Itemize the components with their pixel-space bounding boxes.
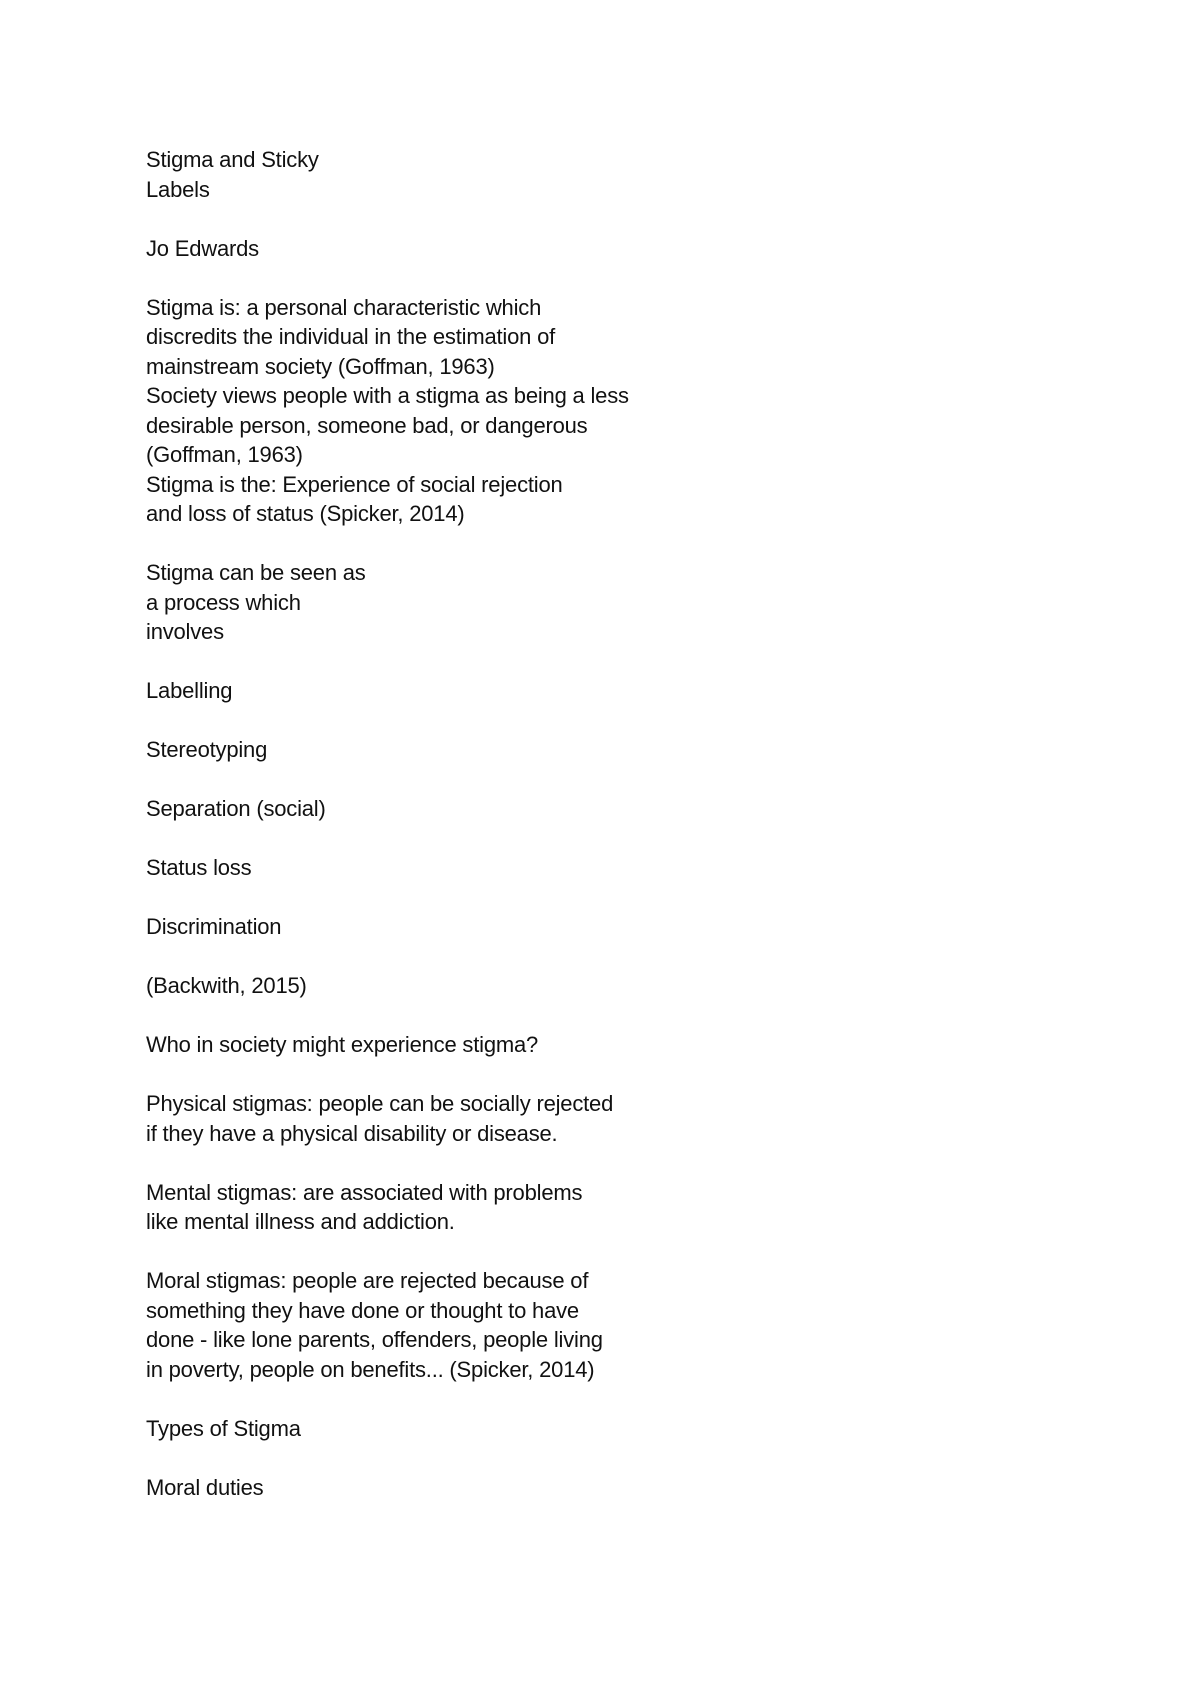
process-line: involves: [146, 619, 224, 644]
process-step-discrimination: Discrimination: [146, 914, 282, 939]
process-citation: (Backwith, 2015): [146, 973, 307, 998]
process-line: a process which: [146, 589, 301, 615]
definition-line: (Goffman, 1963): [146, 442, 303, 467]
mental-stigma-line: Mental stigmas: are associated with problems: [146, 1179, 583, 1205]
spacer: [146, 706, 906, 736]
moral-stigma-line: Moral stigmas: people are rejected because of: [146, 1268, 589, 1293]
author: Jo Edwards: [146, 235, 259, 261]
question-heading: Who in society might experience stigma?: [146, 1032, 539, 1057]
moral-stigma-line: in poverty, people on benefits... (Spicker, 2014): [146, 1356, 595, 1382]
definition-line: Stigma is: a personal characteristic which: [146, 294, 542, 320]
document-body: [146, 145, 906, 1502]
spacer: [146, 765, 906, 795]
spacer: [146, 1237, 906, 1267]
definition-line: Stigma is the: Experience of social rejection: [146, 471, 563, 497]
definition-line: Society views people with a stigma as being a less: [146, 383, 629, 408]
definition-line: and loss of status (Spicker, 2014): [146, 501, 465, 526]
spacer: [146, 647, 906, 677]
title-line-1: Stigma and Sticky: [146, 147, 319, 172]
definition-line: desirable person, someone bad, or dangerous: [146, 412, 588, 438]
physical-stigma-line: Physical stigmas: people can be socially rejected: [146, 1091, 614, 1116]
moral-stigma-line: done - like lone parents, offenders, people living: [146, 1327, 603, 1352]
process-step-stereotyping: Stereotyping: [146, 737, 268, 762]
process-step-status-loss: Status loss: [146, 855, 252, 880]
spacer: [146, 529, 906, 559]
spacer: [146, 824, 906, 854]
process-step-separation: Separation (social): [146, 796, 326, 821]
types-heading: Types of Stigma: [146, 1415, 301, 1441]
spacer: [146, 942, 906, 972]
definition-line: mainstream society (Goffman, 1963): [146, 353, 495, 379]
process-line: Stigma can be seen as: [146, 560, 366, 585]
spacer: [146, 1001, 906, 1031]
title-line-2: Labels: [146, 176, 210, 202]
moral-duties: Moral duties: [146, 1474, 264, 1500]
spacer: [146, 1060, 906, 1090]
spacer: [146, 263, 906, 293]
definition-line: discredits the individual in the estimation of: [146, 324, 556, 349]
spacer: [146, 1443, 906, 1473]
moral-stigma-line: something they have done or thought to have: [146, 1297, 579, 1323]
spacer: [146, 204, 906, 234]
spacer: [146, 883, 906, 913]
spacer: [146, 1148, 906, 1178]
spacer: [146, 1384, 906, 1414]
physical-stigma-line: if they have a physical disability or disease.: [146, 1120, 558, 1146]
process-step-labelling: Labelling: [146, 678, 233, 703]
mental-stigma-line: like mental illness and addiction.: [146, 1209, 455, 1234]
